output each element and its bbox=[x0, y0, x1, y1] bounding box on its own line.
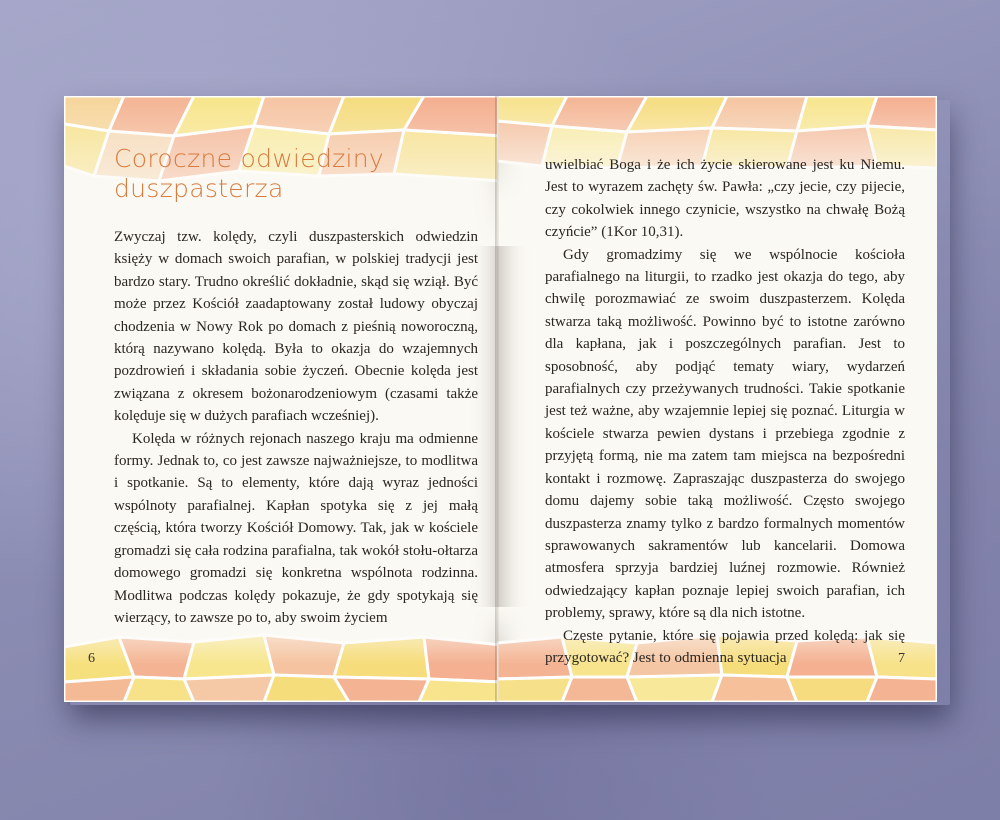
right-page bbox=[497, 96, 937, 702]
paragraph: Zwyczaj tzw. kolędy, czyli duszpasterskich odwiedzin księży w domach swoich parafian, w polskiej tradycji jest bardzo stary. Trudno określić dokładnie, skąd się wziął. Być może przez Kościół zaadaptowany został ludowy obyczaj chodzenia w Nowy Rok po domach z pieśnią noworoczną, którą nazywano kolędą. Była to okazja do wzajemnych pozdrowień i składania sobie życzeń. Obecnie kolęda jest związana z okresem bożonarodzeniowym (czasami także kolęduje się w dużych parafiach wcześniej). bbox=[114, 229, 478, 425]
left-page bbox=[64, 96, 502, 702]
paragraph: Kolęda w różnych rejonach naszego kraju ma odmienne formy. Jednak to, co jest zawsze najważniejsze, to modlitwa i spotkanie. Są to elementy, które dają wyraz jedności wspólnoty parafialnej. Kapłan spotyka się z jej małą częścią, która tworzy Kościół Domowy. Tak, jak w kościele gromadzi się cała rodzina parafialna, tak wokół stołu-ołtarza domowego gromadzi się konkretna wspólnota rodzinna. Modlitwa podczas kolędy pokazuje, że gdy spotykają się wierzący, to zawsze po to, aby swoim życiem bbox=[114, 430, 478, 626]
book-gutter bbox=[495, 96, 499, 702]
page-number-right: 7 bbox=[898, 651, 905, 666]
right-page-body bbox=[545, 154, 905, 669]
chapter-title bbox=[114, 144, 434, 204]
chapter-title-line-2: duszpasterza bbox=[114, 174, 284, 203]
paragraph: uwielbiać Boga i że ich życie skierowane jest ku Niemu. Jest to wyrazem zachęty św. Pawła: „czy jecie, czy pijecie, czy cokolwiek innego czynicie, wszystko na chwałę Bożą czyńcie” (1Kor 10,31). bbox=[545, 157, 905, 241]
page-number-left: 6 bbox=[88, 651, 95, 666]
chapter-title-line-1: Coroczne odwiedziny bbox=[114, 144, 385, 173]
paragraph: Częste pytanie, które się pojawia przed kolędą: jak się przygotować? Jest to odmienna sytuacja bbox=[545, 627, 905, 666]
paragraph: Gdy gromadzimy się we wspólnocie kościoła parafialnego na liturgii, to rzadko jest okazja do tego, aby chwilę porozmawiać ze swoim duszpasterzem. Kolęda stwarza taką możliwość. Powinno być to istotne zarówno dla kapłana, jak i poszczególnych parafian. Jest to sposobność, aby podjąć tematy wiary, wydarzeń parafialnych czy przeżywanych trudności. Takie spotkanie jest też ważne, aby wzajemnie lepiej się poznać. Liturgia w kościele stwarza pewien dystans i przebiega zgodnie z przyjętą formą, nie ma zatem tam miejsca na bezpośredni kontakt i rozmowę. Zapraszając duszpasterza do swojego domu dajemy sobie taką możliwość. Często swojego duszpasterza znamy tylko z bardzo formalnych momentów sprawowanych sakramentów lub kancelarii. Domowa atmosfera sprzyja bardziej luźnej rozmowie. Również odwiedzający kapłan poznaje lepiej swoich parafian, ich problemy, sprawy, które są dla nich istotne. bbox=[545, 246, 905, 622]
left-page-body bbox=[114, 226, 478, 629]
